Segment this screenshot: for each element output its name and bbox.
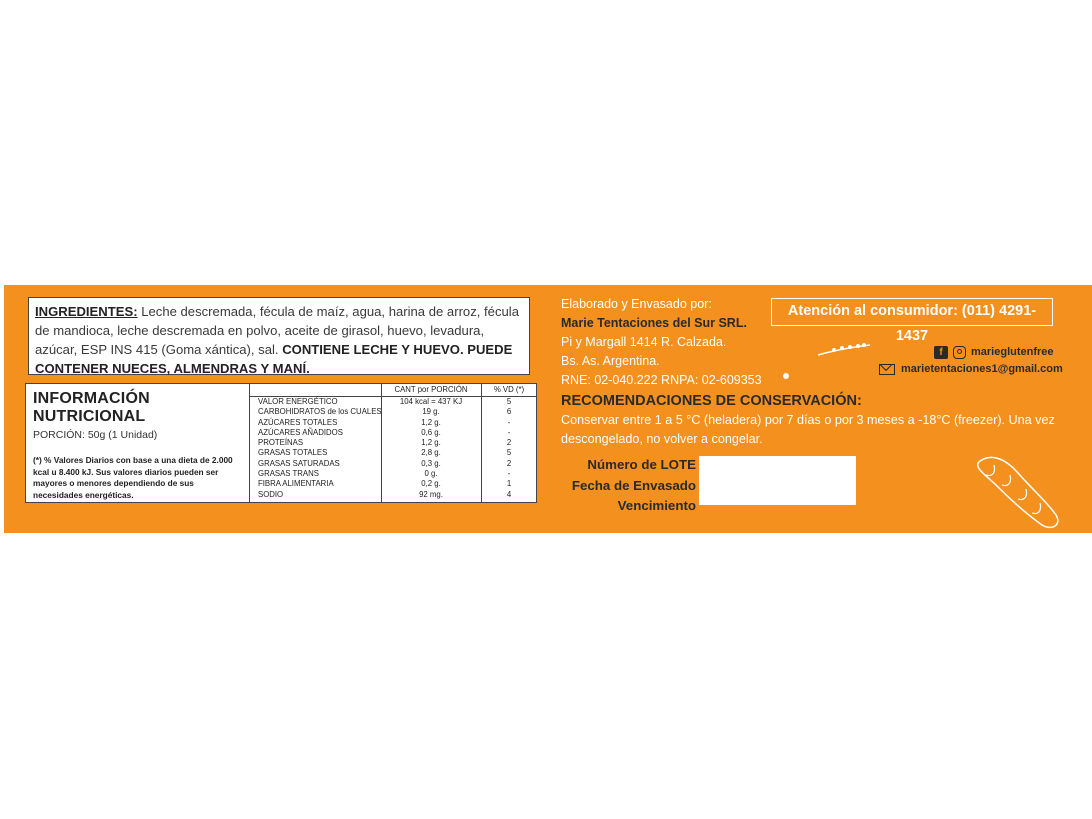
allergen-warning: CONTIENE LECHE Y HUEVO. PUEDE CONTENER NUECES, ALMENDRAS Y MANÍ. bbox=[35, 342, 513, 376]
nutrition-nutrient: AZÚCARES AÑADIDOS bbox=[258, 427, 343, 437]
nutrition-amount: 1,2 g. bbox=[421, 417, 441, 427]
nutrition-title: INFORMACIÓN NUTRICIONAL bbox=[33, 390, 150, 425]
nutrition-nutrient: GRASAS TRANS bbox=[258, 469, 319, 479]
nutrition-amount: 0 g. bbox=[424, 469, 438, 479]
table-header bbox=[250, 384, 537, 397]
nutrition-vd: 5 bbox=[506, 397, 512, 406]
nutrition-amount: 104 kcal = 437 KJ bbox=[399, 397, 463, 406]
nutrition-vd: 2 bbox=[506, 458, 512, 468]
nutrition-amount: 19 g. bbox=[422, 407, 440, 417]
nutrition-row bbox=[250, 469, 537, 479]
producer-address: Pi y Margall 1414 R. Calzada. bbox=[561, 335, 727, 349]
nutrition-vd: 1 bbox=[506, 479, 512, 489]
consumer-attention: Atención al consumidor: (011) 4291-1437 bbox=[771, 298, 1053, 326]
conservation-text: Conservar entre 1 a 5 °C (heladera) por 7 días o por 3 meses a -18°C (freezer). Una vez descongelado, no volver a congelar. bbox=[561, 413, 1055, 446]
producer-company: Marie Tentaciones del Sur SRL. bbox=[561, 316, 747, 330]
nutrition-nutrient: AZÚCARES TOTALES bbox=[258, 417, 338, 427]
email-icon bbox=[879, 364, 895, 375]
nutrition-row bbox=[250, 459, 537, 469]
nutrition-row bbox=[250, 438, 537, 448]
header-vd: % VD (*) bbox=[493, 385, 525, 394]
nutrition-vd: 5 bbox=[506, 448, 512, 458]
conservation-title: RECOMENDACIONES DE CONSERVACIÓN: bbox=[561, 393, 862, 409]
nutrition-row bbox=[250, 479, 537, 489]
lot-number-label: Número de LOTE bbox=[587, 457, 696, 472]
nutrition-row bbox=[250, 490, 537, 500]
nutrition-nutrient: SODIO bbox=[258, 489, 284, 499]
nutrition-vd: 4 bbox=[506, 489, 512, 499]
nutrition-vd: - bbox=[507, 417, 511, 427]
nutrition-nutrient: CARBOHIDRATOS de los CUALES bbox=[258, 407, 382, 417]
nutrition-amount: 2,8 g. bbox=[421, 448, 441, 458]
nutrition-summary bbox=[26, 384, 249, 502]
bread-illustration-icon bbox=[972, 453, 1064, 531]
nutrition-nutrient: FIBRA ALIMENTARIA bbox=[258, 479, 334, 489]
producer-city: Bs. As. Argentina. bbox=[561, 354, 660, 368]
table-body bbox=[250, 397, 537, 502]
nutrition-vd: - bbox=[507, 427, 511, 437]
nutrition-nutrient: VALOR ENERGÉTICO bbox=[258, 397, 338, 406]
ingredients-box bbox=[28, 297, 530, 375]
ingredients-title: INGREDIENTES: bbox=[35, 304, 138, 319]
ingredients-text: Leche descremada, fécula de maíz, agua, harina de arroz, fécula de mandioca, leche descremada en polvo, aceite de girasol, huevo, levadura, azúcar, ESP INS 415 (Goma xántica), sal. bbox=[35, 304, 519, 357]
email-contact bbox=[879, 363, 1063, 375]
nutrition-amount: 0,2 g. bbox=[421, 479, 441, 489]
producer-info bbox=[561, 295, 762, 390]
wheat-sprig-icon bbox=[816, 339, 872, 359]
nutrition-row bbox=[250, 428, 537, 438]
nutrition-box bbox=[25, 383, 537, 503]
header-amount: CANT por PORCIÓN bbox=[394, 385, 468, 394]
nutrition-amount: 92 mg. bbox=[419, 489, 443, 499]
producer-line: Elaborado y Envasado por: bbox=[561, 297, 712, 311]
lot-labels bbox=[561, 455, 696, 517]
social-handle: marieglutenfree bbox=[971, 346, 1054, 358]
nutrition-portion: PORCIÓN: 50g (1 Unidad) bbox=[33, 429, 158, 441]
nutrition-vd: 2 bbox=[506, 438, 512, 448]
nutrition-nutrient: GRASAS TOTALES bbox=[258, 448, 328, 458]
decorative-dot bbox=[783, 373, 789, 379]
facebook-icon: f bbox=[934, 346, 948, 359]
producer-registry: RNE: 02-040.222 RNPA: 02-609353 bbox=[561, 373, 762, 387]
nutrition-row bbox=[250, 407, 537, 417]
email-address: marietentaciones1@gmail.com bbox=[901, 363, 1063, 375]
nutrition-row bbox=[250, 397, 537, 407]
product-label bbox=[4, 285, 1092, 533]
nutrition-amount: 0,3 g. bbox=[421, 458, 441, 468]
nutrition-nutrient: PROTEÍNAS bbox=[258, 438, 304, 448]
social-contact bbox=[934, 343, 1054, 361]
packed-date-label: Fecha de Envasado bbox=[571, 477, 696, 493]
nutrition-row bbox=[250, 448, 537, 458]
nutrition-amount: 1,2 g. bbox=[421, 438, 441, 448]
nutrition-nutrient: GRASAS SATURADAS bbox=[258, 458, 340, 468]
instagram-icon bbox=[953, 346, 966, 359]
nutrition-row bbox=[250, 418, 537, 428]
lot-stamp-area bbox=[699, 456, 856, 505]
nutrition-vd: 6 bbox=[506, 407, 512, 417]
expiry-label: Vencimiento bbox=[617, 498, 696, 513]
nutrition-table bbox=[249, 384, 537, 502]
nutrition-vd: - bbox=[507, 469, 511, 479]
nutrition-footnote: (*) % Valores Diarios con base a una dieta de 2.000 kcal u 8.400 kJ. Sus valores diarios pueden ser mayores o menores dependiendo de sus necesidades energéticas. bbox=[33, 455, 233, 500]
nutrition-amount: 0,6 g. bbox=[421, 427, 441, 437]
